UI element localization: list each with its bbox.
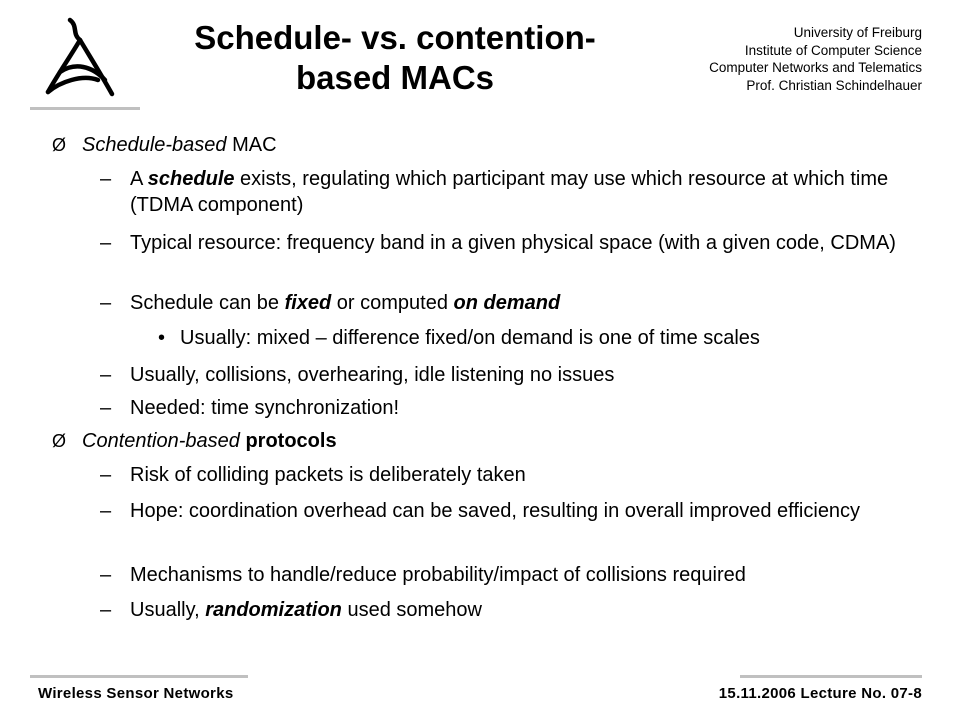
heading-emphasis: Contention-based (82, 430, 240, 452)
institution-line: Prof. Christian Schindelhauer (746, 77, 922, 93)
dash-marker: – (100, 232, 112, 254)
footer-divider-right (740, 675, 922, 678)
sub-item-schedule-exists (100, 166, 910, 218)
text: Typical resource: frequency band in a given physical space (with a given code, CDMA) (130, 232, 896, 254)
dash-marker: – (100, 397, 112, 419)
dash-marker: – (100, 364, 112, 386)
text: A (130, 168, 148, 190)
sub-item-randomization (100, 597, 910, 623)
institution-line: Computer Networks and Telematics (709, 60, 922, 75)
slide-title: Schedule- vs. contention-based MACs (194, 19, 596, 96)
text: Needed: time synchronization! (130, 397, 400, 419)
text: Usually, (130, 599, 206, 621)
bullet-schedule-based (52, 132, 277, 158)
emphasis: randomization (205, 599, 342, 621)
sub-item-hope-overhead (100, 498, 910, 524)
dash-marker: – (100, 564, 112, 586)
text: Mechanisms to handle/reduce probability/impact of collisions required (130, 564, 746, 586)
text: Usually, collisions, overhearing, idle listening no issues (130, 364, 615, 386)
dash-marker: – (100, 292, 112, 314)
text: Hope: coordination overhead can be saved, resulting in overall improved efficiency (130, 500, 861, 522)
text: Schedule can be (130, 292, 285, 314)
institution-line: University of Freiburg (793, 25, 922, 40)
sub-item-mechanisms (100, 562, 910, 588)
arrow-bullet-icon: Ø (52, 135, 67, 155)
emphasis: schedule (147, 168, 235, 190)
arrow-bullet-icon: Ø (52, 431, 67, 451)
emphasis: on demand (453, 292, 561, 314)
university-logo (30, 12, 150, 112)
heading-text: protocols (239, 430, 337, 452)
text: Usually: mixed – difference fixed/on demand is one of time scales (180, 327, 760, 349)
sub-item-time-sync (100, 395, 910, 421)
sub-item-typical-resource (100, 230, 910, 256)
emphasis: fixed (284, 292, 332, 314)
footer-course-title: Wireless Sensor Networks (38, 685, 234, 702)
text: exists, regulating which participant may use which resource at which time (TDMA component) (130, 168, 889, 216)
sub-item-fixed-or-on-demand (100, 290, 910, 316)
dash-marker: – (100, 464, 112, 486)
sub-item-no-issues (100, 362, 910, 388)
sub-item-risk-colliding (100, 462, 910, 488)
institution-line: Institute of Computer Science (744, 42, 922, 58)
dot-marker: • (158, 327, 166, 349)
text: Risk of colliding packets is deliberately taken (130, 464, 526, 486)
sub-sub-item-usually-mixed (158, 325, 910, 351)
institution-block (622, 24, 922, 94)
heading-text: MAC (226, 134, 277, 156)
dash-marker: – (100, 168, 112, 190)
text: or computed (331, 292, 454, 314)
header-divider (30, 107, 140, 110)
footer-date-lecture: 15.11.2006 Lecture No. 07-8 (718, 685, 922, 702)
bullet-contention-based (52, 428, 337, 454)
footer-divider-left (30, 675, 248, 678)
heading-emphasis: Schedule-based (82, 134, 227, 156)
dash-marker: – (100, 500, 112, 522)
dash-marker: – (100, 599, 112, 621)
text: used somehow (341, 599, 482, 621)
